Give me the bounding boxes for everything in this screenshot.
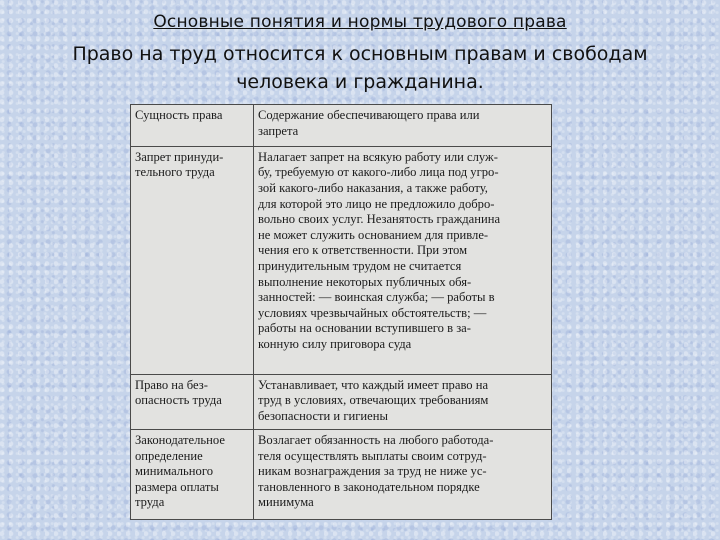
slide-title: Основные понятия и нормы трудового права [153,12,567,32]
essence-cell: Запрет принуди- тельного труда [131,146,254,374]
table-header-row [131,105,552,147]
rights-table [130,104,552,520]
content-cell: Налагает запрет на всякую работу или служ- бу, требуемую от какого-либо лица под угро- зой какого-либо наказания, а также работу, для которой это лицо не предложило добро- вольно своих услуг. Незанятость гражданина не может служить основанием для привле- чения его к ответственности. При этом принудительным трудом не считается выполнение некоторых публичных обя- занностей: — воинская служба; — работы в условиях чрезвычайных обстоятельств; — работы на основании вступившего в за- конную силу приговора суда [254,146,552,374]
content-cell: Устанавливает, что каждый имеет право на труд в условиях, отвечающих требованиям безопасности и гигиены [254,374,552,429]
slide-subtitle: Право на труд относится к основным правам и свободам человека и гражданина. [72,43,648,93]
table-row [131,430,552,520]
content-cell: Возлагает обязанность на любого работода- теля осуществлять выплаты своим сотруд- никам вознаграждения за труд не ниже ус- тановленного в законодательном порядке минимума [254,430,552,520]
table-row [131,146,552,374]
essence-cell: Право на без- опасность труда [131,374,254,429]
table-row [131,374,552,429]
header-essence-cell: Сущность права [131,105,254,147]
header-content-cell: Содержание обеспечивающего права или запрета [254,105,552,147]
essence-cell: Законодательное определение минимального размера оплаты труда [131,430,254,520]
